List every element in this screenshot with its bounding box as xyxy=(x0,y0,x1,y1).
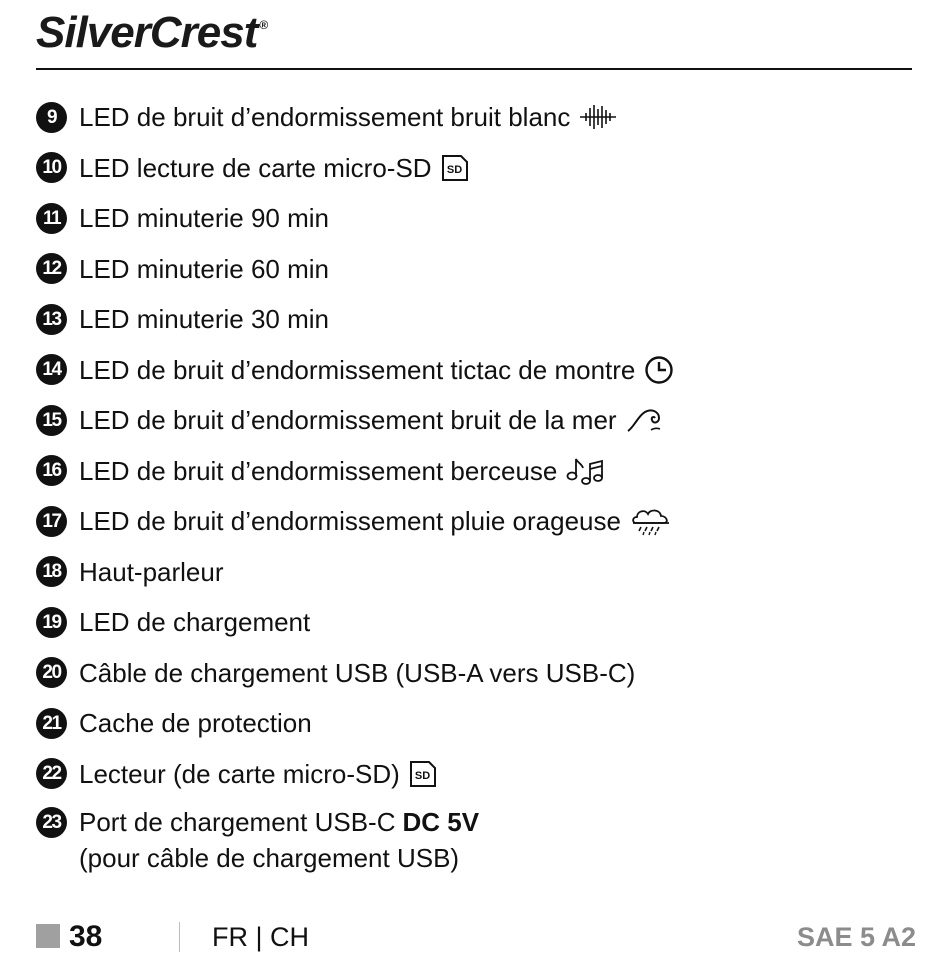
wave-icon xyxy=(626,406,662,434)
item-text: LED de chargement xyxy=(79,607,311,638)
music-notes-icon xyxy=(566,456,606,486)
item-number: 12 xyxy=(36,253,67,284)
list-item xyxy=(36,698,916,749)
list-item xyxy=(36,648,916,699)
list-item xyxy=(36,244,916,295)
item-number: 19 xyxy=(36,607,67,638)
item-number: 18 xyxy=(36,556,67,587)
clock-icon xyxy=(644,355,674,385)
item-text: LED minuterie 30 min xyxy=(79,304,329,335)
item-number: 10 xyxy=(36,152,67,183)
item-number: 9 xyxy=(36,102,67,133)
header-rule xyxy=(36,68,912,70)
item-text: Port de chargement USB-C xyxy=(79,807,396,837)
item-text: Cache de protection xyxy=(79,708,312,739)
item-text: LED de bruit d’endormissement bruit blanc xyxy=(79,102,571,133)
sd-icon-label: SD xyxy=(414,769,430,782)
page-footer xyxy=(36,918,916,958)
sd-icon-label: SD xyxy=(446,163,462,176)
item-text: LED de bruit d’endormissement tictac de montre xyxy=(79,354,636,385)
item-number: 21 xyxy=(36,708,67,739)
list-item xyxy=(36,143,916,194)
parts-list xyxy=(36,92,916,871)
list-item xyxy=(36,799,916,871)
item-number: 15 xyxy=(36,405,67,436)
registered-mark: ® xyxy=(259,18,268,32)
item-number: 23 xyxy=(36,807,67,838)
item-text: LED de bruit d’endormissement pluie orageuse xyxy=(79,506,621,537)
item-number: 14 xyxy=(36,354,67,385)
item-text: LED minuterie 60 min xyxy=(79,253,329,284)
item-number: 11 xyxy=(36,203,67,234)
brand-logo xyxy=(36,8,267,58)
list-item xyxy=(36,446,916,497)
list-item xyxy=(36,345,916,396)
item-text-line2: (pour câble de chargement USB) xyxy=(79,843,460,873)
item-text: Câble de chargement USB (USB-A vers USB-C) xyxy=(79,657,636,688)
language-codes: FR | CH xyxy=(212,922,310,952)
sd-card-icon xyxy=(441,154,469,182)
list-item xyxy=(36,92,916,143)
item-text: LED minuterie 90 min xyxy=(79,203,329,234)
list-item xyxy=(36,193,916,244)
sd-card-icon xyxy=(409,760,437,788)
list-item xyxy=(36,547,916,598)
footer-divider xyxy=(179,922,180,952)
item-number: 16 xyxy=(36,455,67,486)
item-text-block xyxy=(79,809,479,871)
white-noise-icon xyxy=(579,104,617,130)
item-text: Haut-parleur xyxy=(79,556,224,587)
voltage-label: DC 5V xyxy=(402,807,480,837)
list-item xyxy=(36,749,916,800)
footer-square xyxy=(36,924,60,948)
item-text: Lecteur (de carte micro-SD) xyxy=(79,758,400,789)
logo-text: SilverCrest xyxy=(36,8,258,57)
item-text: LED de bruit d’endormissement berceuse xyxy=(79,455,558,486)
rain-cloud-icon xyxy=(630,506,672,536)
list-item xyxy=(36,597,916,648)
page-number: 38 xyxy=(69,920,103,953)
item-number: 20 xyxy=(36,657,67,688)
list-item xyxy=(36,496,916,547)
item-number: 13 xyxy=(36,304,67,335)
list-item xyxy=(36,294,916,345)
model-number: SAE 5 A2 xyxy=(796,922,916,952)
item-text: LED de bruit d’endormissement bruit de la mer xyxy=(79,405,617,436)
list-item xyxy=(36,395,916,446)
item-number: 22 xyxy=(36,758,67,789)
item-number: 17 xyxy=(36,506,67,537)
item-text: LED lecture de carte micro-SD xyxy=(79,152,432,183)
